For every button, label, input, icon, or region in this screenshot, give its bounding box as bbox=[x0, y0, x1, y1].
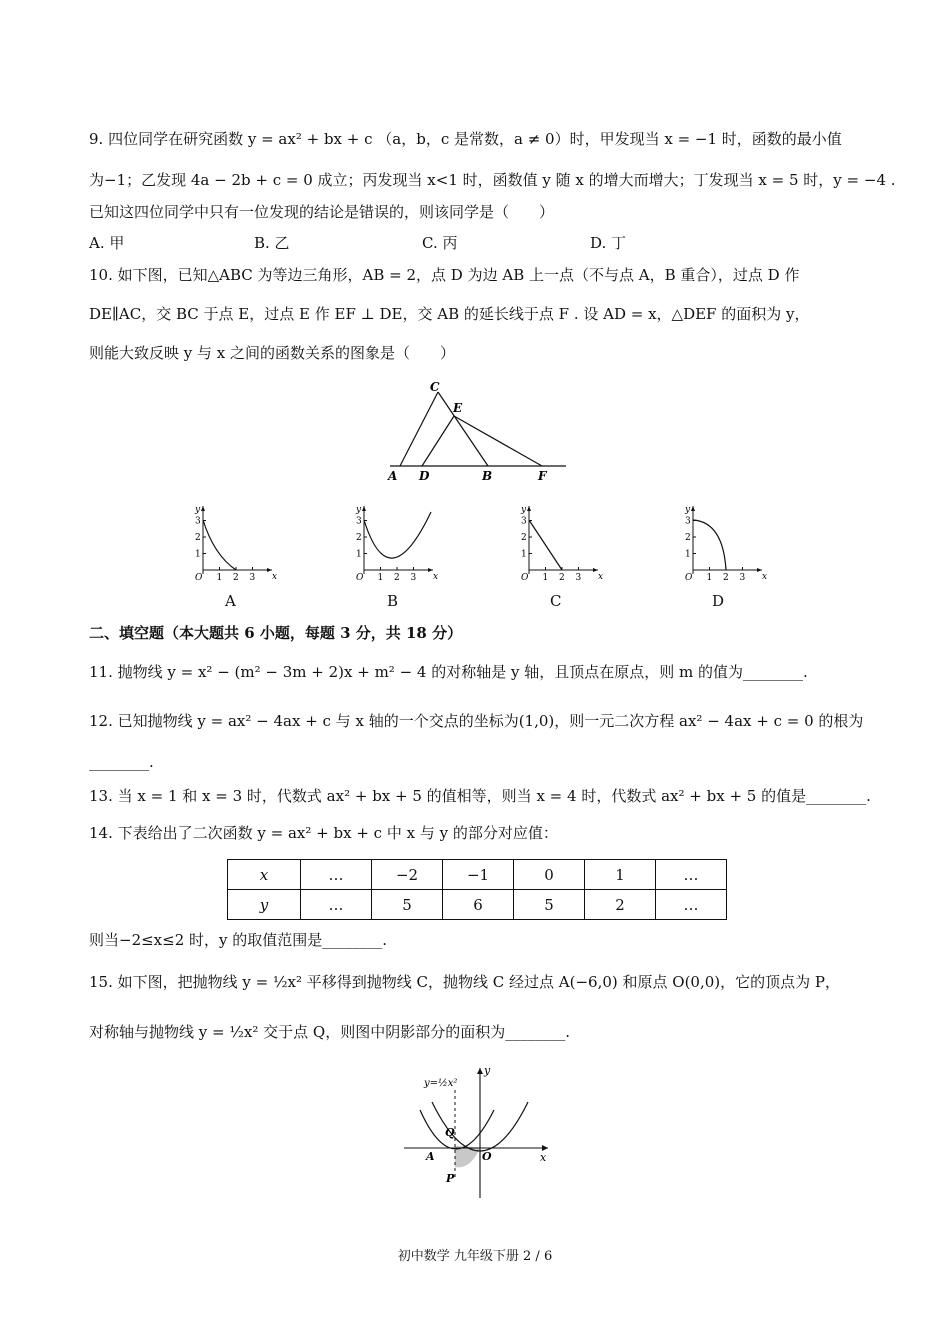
table-cell: 5 bbox=[514, 890, 585, 920]
table-cell: 2 bbox=[585, 890, 656, 920]
q13-text: 13. 当 x = 1 和 x = 3 时，代数式 ax² + bx + 5 的值相等，则当 x = 4 时，代数式 ax² + bx + 5 的值是________. bbox=[89, 787, 871, 805]
graph-label-d: D bbox=[712, 592, 725, 610]
tick-label-x: 1 bbox=[216, 573, 223, 582]
axis-label-y: y bbox=[521, 505, 527, 515]
tick-label-x: 2 bbox=[559, 573, 565, 582]
q10-line1: 10. 如下图，已知△ABC 为等边三角形，AB = 2，点 D 为边 AB 上一点（不与点 A，B 重合），过点 D 作 bbox=[89, 266, 800, 284]
axis-label-y: y bbox=[195, 505, 201, 515]
tick-label-y: 1 bbox=[195, 549, 201, 560]
tick-label-x: 3 bbox=[249, 573, 256, 582]
table-cell: … bbox=[301, 890, 372, 920]
table-cell: −2 bbox=[372, 860, 443, 890]
table-cell: 6 bbox=[443, 890, 514, 920]
q14-value-table bbox=[227, 859, 727, 920]
tick-label-x: 2 bbox=[394, 573, 400, 582]
origin-label: O bbox=[356, 573, 364, 582]
table-row bbox=[228, 860, 727, 890]
table-cell: 1 bbox=[585, 860, 656, 890]
q15-line2: 对称轴与抛物线 y = ½x² 交于点 Q，则图中阴影部分的面积为________. bbox=[89, 1023, 570, 1041]
fig-label-y: y bbox=[484, 1064, 491, 1077]
tick-label-y: 1 bbox=[685, 549, 691, 560]
fig-label-p: P bbox=[446, 1172, 455, 1185]
tri-label-f: F bbox=[538, 469, 547, 483]
tick-label-x: 2 bbox=[723, 573, 729, 582]
q9-option-a: A. 甲 bbox=[89, 234, 125, 252]
tick-label-y: 1 bbox=[356, 549, 362, 560]
tri-label-b: B bbox=[482, 469, 493, 483]
table-cell: … bbox=[656, 890, 727, 920]
tick-label-x: 3 bbox=[410, 573, 417, 582]
q12-line2: ________. bbox=[89, 753, 154, 771]
q9-line1: 9. 四位同学在研究函数 y = ax² + bx + c （a，b，c 是常数，a ≠ 0）时，甲发现当 x = −1 时，函数的最小值 bbox=[89, 130, 842, 148]
table-cell: 5 bbox=[372, 890, 443, 920]
q15-parabola-figure bbox=[398, 1060, 558, 1200]
origin-label: O bbox=[685, 573, 693, 582]
table-cell: … bbox=[301, 860, 372, 890]
tick-label-y: 2 bbox=[521, 533, 527, 543]
q9-line2: 为−1；乙发现 4a − 2b + c = 0 成立；丙发现当 x<1 时，函数值 y 随 x 的增大而增大；丁发现当 x = 5 时，y = −4 . bbox=[89, 171, 896, 189]
q9-option-d: D. 丁 bbox=[590, 234, 627, 252]
q10-graph-a bbox=[186, 502, 282, 582]
q15-line1: 15. 如下图，把抛物线 y = ½x² 平移得到抛物线 C，抛物线 C 经过点 A(−6,0) 和原点 O(0,0)，它的顶点为 P， bbox=[89, 973, 840, 991]
q14-after: 则当−2≤x≤2 时，y 的取值范围是________. bbox=[89, 931, 388, 949]
axis-label-x: x bbox=[598, 572, 604, 582]
section-title: 二、填空题（本大题共 6 小题，每题 3 分，共 18 分） bbox=[89, 624, 463, 642]
fig-label-x: x bbox=[540, 1151, 547, 1164]
table-cell: x bbox=[228, 860, 301, 890]
axis-label-x: x bbox=[433, 572, 439, 582]
table-cell: y bbox=[228, 890, 301, 920]
table-cell: … bbox=[656, 860, 727, 890]
tick-label-y: 3 bbox=[685, 516, 691, 527]
graph-label-a: A bbox=[225, 592, 236, 610]
tick-label-x: 1 bbox=[706, 573, 713, 582]
tick-label-x: 1 bbox=[542, 573, 549, 582]
tick-label-y: 1 bbox=[521, 549, 527, 560]
axis-label-y: y bbox=[685, 505, 691, 515]
tick-label-y: 2 bbox=[356, 533, 362, 543]
origin-label: O bbox=[195, 573, 203, 582]
q9-option-b: B. 乙 bbox=[254, 234, 290, 252]
origin-label: O bbox=[521, 573, 529, 582]
tick-label-y: 3 bbox=[521, 516, 527, 527]
table-row bbox=[228, 890, 727, 920]
q11-text: 11. 抛物线 y = x² − (m² − 3m + 2)x + m² − 4 的对称轴是 y 轴，且顶点在原点，则 m 的值为________. bbox=[89, 663, 808, 681]
table-cell: 0 bbox=[514, 860, 585, 890]
tick-label-y: 3 bbox=[195, 516, 201, 527]
axis-label-y: y bbox=[356, 505, 362, 515]
graph-label-c: C bbox=[550, 592, 562, 610]
fig-label-eq: y=½x² bbox=[424, 1078, 458, 1089]
fig-label-q: Q bbox=[445, 1126, 455, 1139]
tri-label-a: A bbox=[388, 469, 398, 483]
q14-text: 14. 下表给出了二次函数 y = ax² + bx + c 中 x 与 y 的部分对应值： bbox=[89, 824, 558, 842]
tick-label-x: 2 bbox=[233, 573, 239, 582]
q10-triangle-figure bbox=[380, 378, 580, 488]
q12-line1: 12. 已知抛物线 y = ax² − 4ax + c 与 x 轴的一个交点的坐标为(1,0)，则一元二次方程 ax² − 4ax + c = 0 的根为 bbox=[89, 712, 864, 730]
page-footer: 初中数学 九年级下册 2 / 6 bbox=[397, 1249, 553, 1264]
q10-line3: 则能大致反映 y 与 x 之间的函数关系的图象是（ ） bbox=[89, 344, 456, 362]
tick-label-y: 2 bbox=[195, 533, 201, 543]
fig-label-o: O bbox=[482, 1150, 492, 1163]
q10-line2: DE∥AC，交 BC 于点 E，过点 E 作 EF ⊥ DE，交 AB 的延长线于点 F . 设 AD = x，△DEF 的面积为 y， bbox=[89, 305, 810, 323]
axis-label-x: x bbox=[272, 572, 278, 582]
q10-graph-d bbox=[676, 502, 772, 582]
tick-label-x: 3 bbox=[739, 573, 746, 582]
graph-label-b: B bbox=[387, 592, 399, 610]
tri-label-e: E bbox=[453, 401, 463, 415]
q10-graph-b bbox=[347, 502, 443, 582]
fig-label-a: A bbox=[426, 1150, 435, 1163]
tri-label-d: D bbox=[419, 469, 430, 483]
table-cell: −1 bbox=[443, 860, 514, 890]
tri-label-c: C bbox=[430, 380, 440, 394]
q9-line3: 已知这四位同学中只有一位发现的结论是错误的，则该同学是（ ） bbox=[89, 203, 555, 221]
tick-label-y: 3 bbox=[356, 516, 362, 527]
q10-graph-c bbox=[512, 502, 608, 582]
tick-label-y: 2 bbox=[685, 533, 691, 543]
tick-label-x: 1 bbox=[377, 573, 384, 582]
axis-label-x: x bbox=[762, 572, 768, 582]
q9-option-c: C. 丙 bbox=[422, 234, 458, 252]
tick-label-x: 3 bbox=[575, 573, 582, 582]
